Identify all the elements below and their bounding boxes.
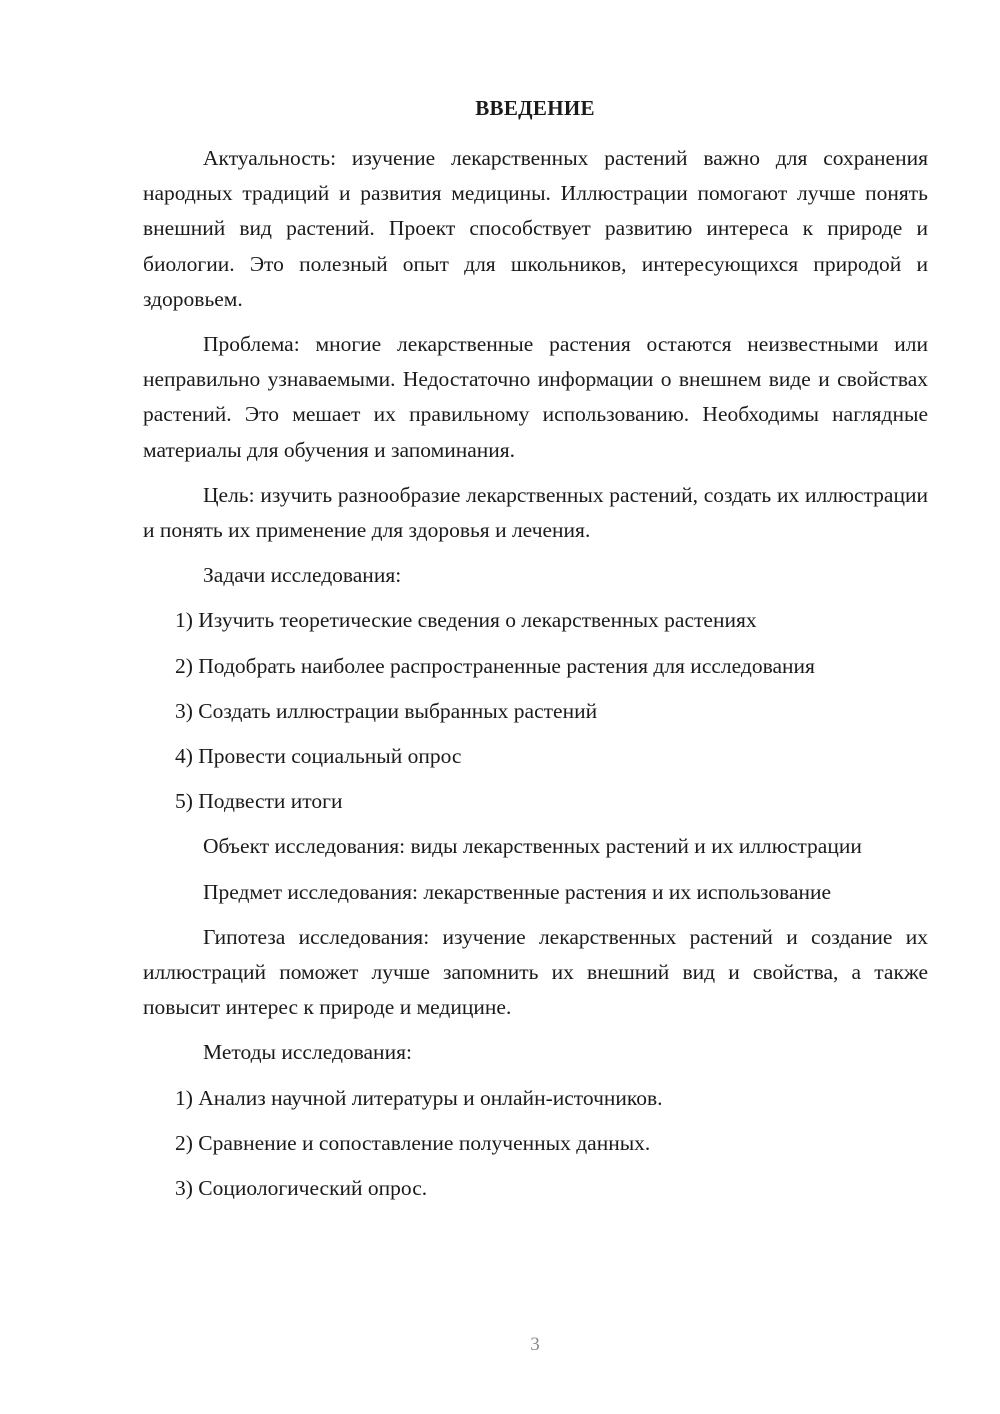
tasks-title: Задачи исследования: (203, 563, 402, 588)
task-item-5: 5) Подвести итоги (175, 789, 343, 814)
goal-paragraph: Цель: изучить разнообразие лекарственных растений, создать их иллюстрации и понять их применение для здоровья и лечения. (143, 482, 928, 543)
problem-paragraph: Проблема: многие лекарственные растения остаются неизвестными или неправильно узнаваемыми. Недостаточно информации о внешнем виде и свойствах растений. Это мешает их правильному использованию. Необходимы наглядные материалы для обучения и запоминания. (143, 332, 928, 462)
relevance-paragraph: Актуальность: изучение лекарственных растений важно для сохранения народных традиций и развития медицины. Иллюстрации помогают лучше понять внешний вид растений. Проект способствует развитию интереса к природе и биологии. Это полезный опыт для школьников, интересующихся природой и здоровьем. (143, 146, 928, 311)
hypothesis-paragraph: Гипотеза исследования: изучение лекарственных растений и создание их иллюстраций поможет лучше запомнить их внешний вид и свойства, а также повысит интерес к природе и медицине. (143, 924, 928, 1020)
page-content (143, 141, 928, 1216)
task-item-1: 1) Изучить теоретические сведения о лекарственных растениях (175, 608, 757, 633)
task-item-3: 3) Создать иллюстрации выбранных растений (175, 698, 598, 723)
method-item-2: 2) Сравнение и сопоставление полученных данных. (175, 1130, 651, 1155)
method-item-1: 1) Анализ научной литературы и онлайн-источников. (175, 1085, 663, 1110)
task-item-4: 4) Провести социальный опрос (175, 744, 462, 769)
method-item-3: 3) Социологический опрос. (175, 1176, 428, 1201)
subject-paragraph: Предмет исследования: лекарственные растения и их использование (203, 879, 832, 904)
page-heading: ВВЕДЕНИЕ (475, 96, 595, 120)
page-number: 3 (530, 1334, 540, 1355)
task-item-2: 2) Подобрать наиболее распространенные растения для исследования (175, 653, 815, 678)
methods-title: Методы исследования: (203, 1040, 412, 1065)
object-paragraph: Объект исследования: виды лекарственных растений и их иллюстрации (203, 834, 862, 859)
